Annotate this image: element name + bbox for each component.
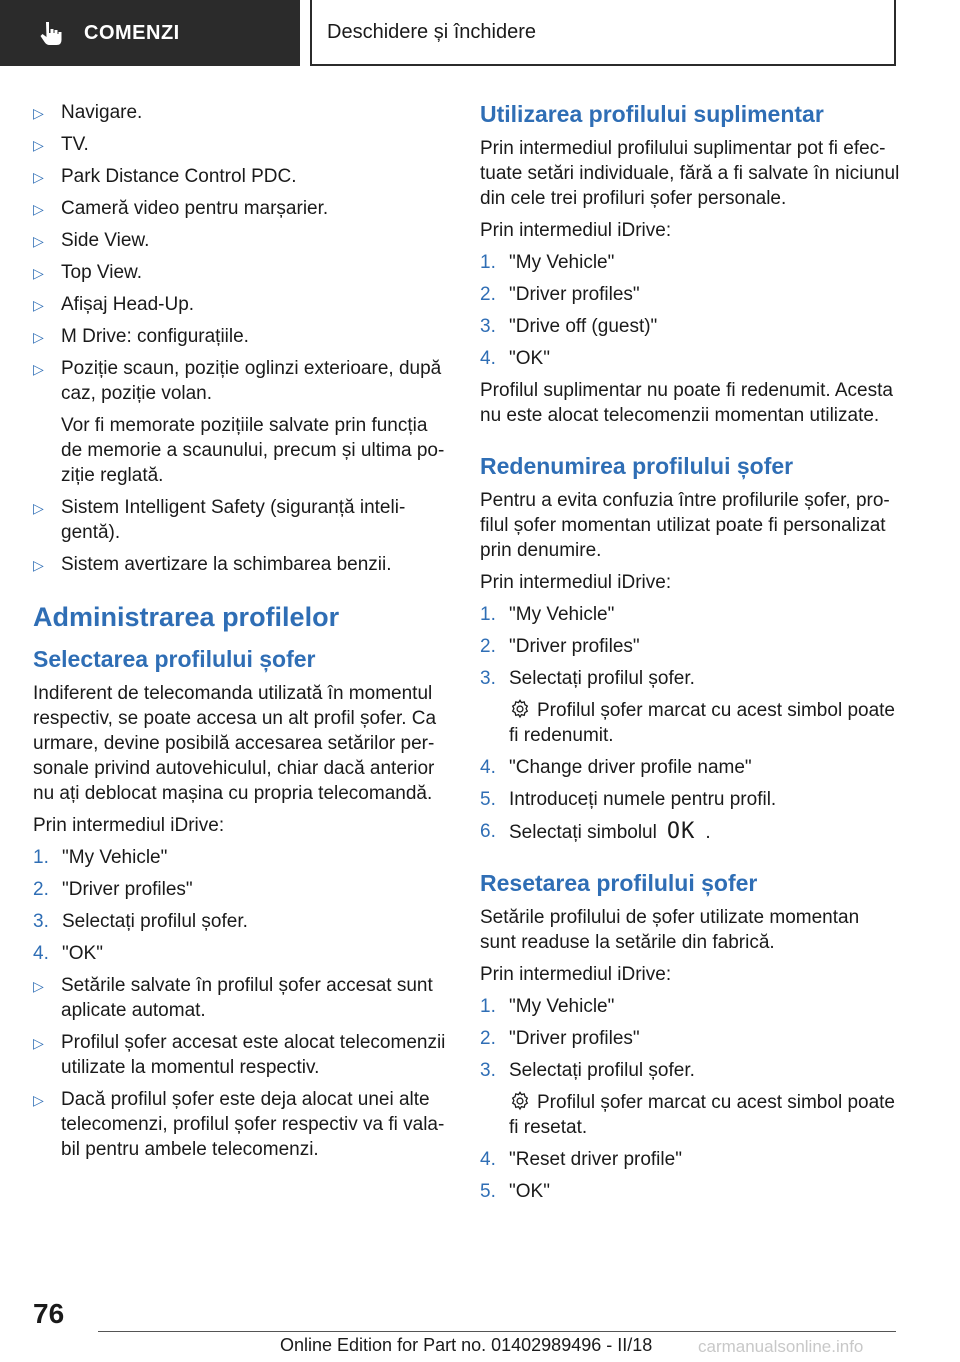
right-column — [480, 100, 900, 1211]
numbered-step: 2. "Driver profiles" — [33, 879, 193, 900]
step-note: Profilul șofer marcat cu acest simbol poate fi resetat. — [509, 1092, 895, 1138]
section-tab — [0, 0, 300, 66]
triangle-bullet-icon: ▷ — [33, 1092, 44, 1108]
numbered-step: 2. "Driver profiles" — [480, 1028, 640, 1049]
watermark: carmanualsonline.info — [698, 1337, 864, 1356]
numbered-step: 1. "My Vehicle" — [480, 996, 615, 1017]
numbered-step: 3. Selectați profilul șofer. — [33, 911, 248, 932]
triangle-bullet-icon: ▷ — [33, 329, 44, 345]
triangle-bullet-icon: ▷ — [33, 201, 44, 217]
list-item: ▷ Cameră video pentru marșarier. — [33, 198, 329, 219]
paragraph: Setările profilului de șofer utilizate momentan sunt readuse la setările din fabrică. — [480, 907, 860, 953]
left-column — [33, 100, 447, 1169]
list-item: ▷ Afișaj Head-Up. — [33, 294, 195, 315]
numbered-step: 3. "Drive off (guest)" — [480, 316, 658, 337]
triangle-bullet-icon: ▷ — [33, 105, 44, 121]
subsection-heading: Redenumirea profilului șofer — [480, 453, 794, 479]
numbered-step: 5. Introduceți numele pentru profil. — [480, 789, 777, 810]
numbered-step: 4. "OK" — [480, 348, 550, 369]
list-item: ▷ Sistem avertizare la schimbarea benzii. — [33, 554, 392, 575]
paragraph: Prin intermediul iDrive: — [480, 220, 672, 241]
chapter-header — [310, 0, 896, 66]
list-item: ▷ Setările salvate în profilul șofer accesat sunt aplicate automat. — [33, 975, 433, 1021]
gear-icon — [509, 1090, 531, 1112]
hand-pointer-icon — [38, 20, 64, 46]
footer-edition: Online Edition for Part no. 01402989496 - II/18 — [280, 1335, 653, 1355]
numbered-step: 1. "My Vehicle" — [480, 252, 615, 273]
gear-icon — [509, 698, 531, 720]
paragraph: Indiferent de telecomanda utilizată în momentul respectiv, se poate accesa un alt profil șofer. Ca urmare, devine posibilă accesarea setărilor per-sonale privind autovehiculul, chiar dacă anterior nu ați deblocat mașina cu propria telecomandă. — [33, 683, 437, 804]
bullet-note: Vor fi memorate pozițiile salvate prin funcția de memorie a scaunului, precum și ultima po-ziție reglată. — [61, 415, 445, 486]
numbered-step: 5. "OK" — [480, 1181, 550, 1202]
numbered-step: 6. Selectați simbolul OK . — [480, 819, 711, 844]
numbered-step: 1. "My Vehicle" — [33, 847, 168, 868]
triangle-bullet-icon: ▷ — [33, 233, 44, 249]
triangle-bullet-icon: ▷ — [33, 361, 44, 377]
triangle-bullet-icon: ▷ — [33, 297, 44, 313]
triangle-bullet-icon: ▷ — [33, 1035, 44, 1051]
triangle-bullet-icon: ▷ — [33, 169, 44, 185]
paragraph: Pentru a evita confuzia între profilurile șofer, pro-filul șofer momentan utilizat poate fi personalizat prin denumire. — [480, 490, 890, 561]
ok-symbol-icon: OK — [666, 819, 696, 844]
subsection-heading: Selectarea profilului șofer — [33, 646, 316, 672]
list-item: ▷ Dacă profilul șofer este deja alocat unei alte telecomenzi, profilul șofer respectiv va fi vala-bil pentru ambele telecomenzi. — [33, 1089, 445, 1160]
numbered-step: 3. Selectați profilul șofer. Profilul șofer marcat cu acest simbol poate fi redenumit. — [480, 666, 900, 748]
subsection-heading: Resetarea profilului șofer — [480, 870, 758, 896]
triangle-bullet-icon: ▷ — [33, 500, 44, 516]
triangle-bullet-icon: ▷ — [33, 557, 44, 573]
paragraph: Prin intermediul iDrive: — [480, 964, 672, 985]
list-item: ▷ Poziție scaun, poziție oglinzi exterioare, după caz, poziție volan. Vor fi memorate pozițiile salvate prin funcția de memorie a scaunului, precum și ultima po-ziție reglată. — [33, 356, 447, 488]
list-item: ▷ Park Distance Control PDC. — [33, 166, 297, 187]
paragraph: Prin intermediul profilului suplimentar pot fi efec-tuate setări individuale, fără a fi salvate în niciunul din cele trei profiluri șofer personale. — [480, 138, 900, 209]
list-item: ▷ Navigare. — [33, 102, 143, 123]
list-item: ▷ Profilul șofer accesat este alocat telecomenzii utilizate la momentul respectiv. — [33, 1032, 446, 1078]
numbered-step: 3. Selectați profilul șofer. Profilul șofer marcat cu acest simbol poate fi resetat. — [480, 1058, 900, 1140]
list-item: ▷ M Drive: configurațiile. — [33, 326, 249, 347]
list-item: ▷ TV. — [33, 134, 89, 155]
triangle-bullet-icon: ▷ — [33, 137, 44, 153]
numbered-step: 4. "OK" — [33, 943, 103, 964]
page-number: 76 — [33, 1298, 65, 1329]
list-item: ▷ Top View. — [33, 262, 142, 283]
section-heading: Administrarea profilelor — [33, 602, 340, 632]
paragraph: Profilul suplimentar nu poate fi redenumit. Acesta nu este alocat telecomenzii momentan utilizate. — [480, 380, 893, 426]
numbered-step: 1. "My Vehicle" — [480, 604, 615, 625]
numbered-step: 2. "Driver profiles" — [480, 636, 640, 657]
paragraph: Prin intermediul iDrive: — [33, 815, 225, 836]
step-note: Profilul șofer marcat cu acest simbol poate fi redenumit. — [509, 700, 895, 746]
paragraph: Prin intermediul iDrive: — [480, 572, 672, 593]
list-item: ▷ Sistem Intelligent Safety (siguranță inteli-gentă). — [33, 497, 406, 543]
list-item: ▷ Side View. — [33, 230, 150, 251]
triangle-bullet-icon: ▷ — [33, 265, 44, 281]
numbered-step: 2. "Driver profiles" — [480, 284, 640, 305]
chapter-title: Deschidere și închidere — [327, 20, 536, 43]
footer-divider — [98, 1331, 896, 1332]
subsection-heading: Utilizarea profilului suplimentar — [480, 101, 824, 127]
section-label: COMENZI — [84, 21, 180, 44]
triangle-bullet-icon: ▷ — [33, 978, 44, 994]
numbered-step: 4. "Reset driver profile" — [480, 1149, 682, 1170]
numbered-step: 4. "Change driver profile name" — [480, 757, 752, 778]
